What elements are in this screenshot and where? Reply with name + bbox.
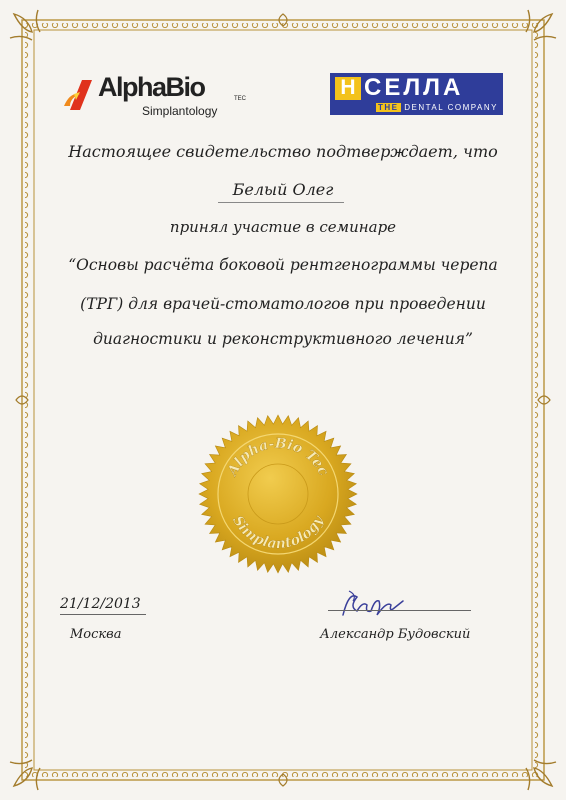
- alphabio-logo-mark-icon: [62, 76, 96, 112]
- alphabio-tec: TEC: [234, 96, 246, 102]
- nsella-tagline: [335, 102, 498, 113]
- recipient-name: Белый Олег: [232, 180, 334, 199]
- date: 21/12/2013: [60, 596, 141, 612]
- nsella-logo: [330, 73, 503, 115]
- signer-name: Александр Будовский: [320, 627, 471, 642]
- nsella-word: СЕЛЛА: [364, 74, 464, 101]
- nsella-tag-rest: DENTAL COMPANY: [404, 103, 498, 112]
- date-underline: [60, 614, 146, 615]
- alphabio-subtitle: Simplantology: [142, 104, 218, 118]
- nsella-letter: Н: [340, 76, 356, 99]
- seminar-title-line-1: “Основы расчёта боковой рентгенограммы черепа: [68, 256, 498, 274]
- participation-text: принял участие в семинаре: [169, 218, 397, 236]
- seal-text-top: Alpha-Bio Tec: [224, 435, 332, 479]
- nsella-tag-the: THE: [378, 103, 399, 112]
- gold-seal-icon: [198, 414, 358, 574]
- seminar-title-line-2: (ТРГ) для врачей-стоматологов при проведении: [80, 295, 486, 313]
- seminar-title-line-3: диагностики и реконструктивного лечения”: [93, 330, 473, 348]
- signature-scribble-icon: [335, 585, 415, 621]
- alphabio-logo: [62, 70, 246, 120]
- city: Москва: [70, 627, 122, 642]
- signature-underline: [328, 610, 471, 611]
- certifies-text: Настоящее свидетельство подтверждает, что: [68, 142, 498, 161]
- seal-text-bottom: Simplantology: [229, 513, 327, 553]
- alphabio-brand: AlphaBio: [98, 72, 205, 102]
- name-underline: [218, 202, 344, 203]
